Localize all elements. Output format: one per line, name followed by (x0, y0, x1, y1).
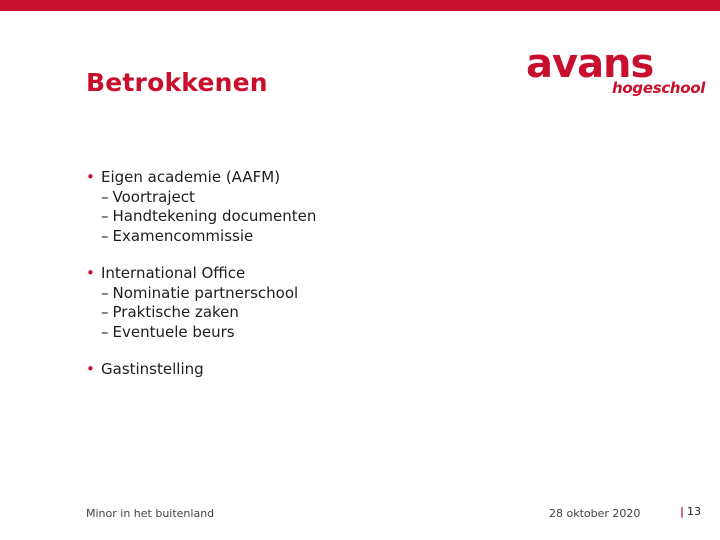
sub-item-label: Nominatie partnerschool (112, 283, 299, 302)
sub-item (86, 303, 646, 323)
sub-item-label: Praktische zaken (112, 303, 239, 321)
logo-wordmark: avans (526, 41, 654, 87)
footer-title: Minor in het buitenland (86, 507, 215, 520)
sub-item (86, 323, 646, 343)
bullet-group (86, 360, 646, 380)
bullet-item (86, 168, 646, 188)
sub-item-label: Examencommissie (112, 226, 254, 245)
page-separator: | (680, 505, 685, 518)
bullet-group (86, 168, 646, 246)
logo-subtitle: hogeschool (612, 79, 706, 97)
avans-logo (526, 41, 706, 104)
bullet-icon: • (86, 264, 95, 282)
sub-item (86, 207, 646, 227)
bullet-label: International Office (101, 264, 246, 282)
bullet-label: Eigen academie (AAFM) (101, 168, 281, 186)
page-number-value: 13 (687, 505, 702, 518)
sub-item (86, 284, 646, 304)
dash-icon: – (101, 303, 109, 321)
dash-icon: – (101, 322, 109, 341)
top-accent-bar (0, 0, 720, 11)
slide-title: Betrokkenen (86, 68, 268, 97)
bullet-item (86, 264, 646, 284)
bullet-list (86, 168, 646, 398)
bullet-group (86, 264, 646, 342)
dash-icon: – (101, 226, 109, 245)
bullet-icon: • (86, 360, 95, 378)
sub-item-label: Handtekening documenten (112, 207, 317, 225)
bullet-item (86, 360, 646, 380)
dash-icon: – (101, 187, 109, 206)
sub-item-label: Eventuele beurs (112, 322, 235, 341)
bullet-label: Gastinstelling (101, 360, 204, 378)
footer-date: 28 oktober 2020 (549, 507, 641, 520)
dash-icon: – (101, 207, 109, 225)
sub-item (86, 188, 646, 208)
page-number (680, 505, 701, 518)
sub-item (86, 227, 646, 247)
sub-item-label: Voortraject (112, 187, 195, 206)
dash-icon: – (101, 283, 109, 302)
bullet-icon: • (86, 168, 95, 186)
